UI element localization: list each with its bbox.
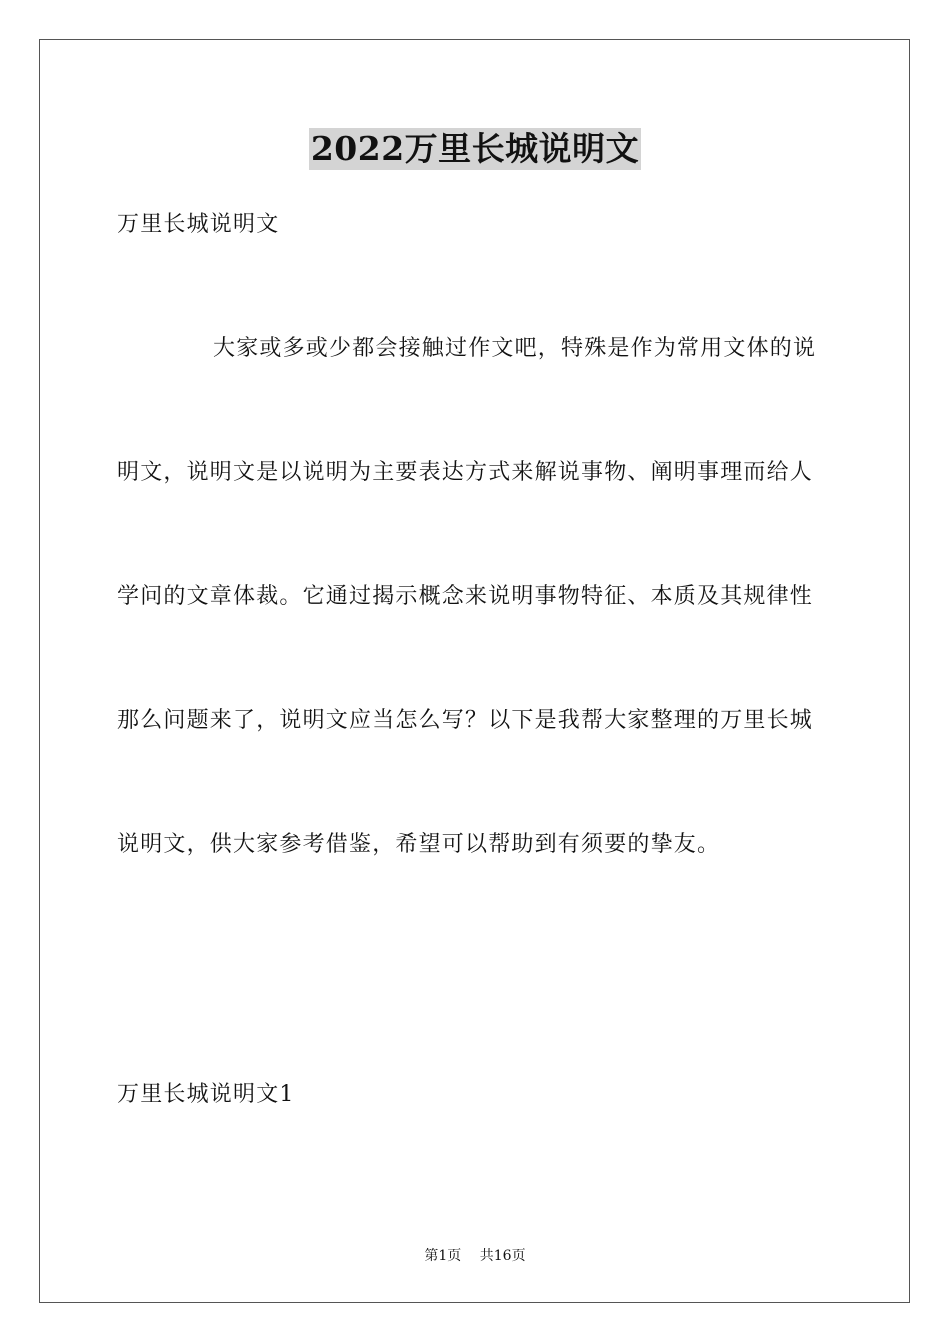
paragraph-line-1: 大家或多或少都会接触过作文吧，特殊是作为常用文体的说 bbox=[213, 336, 817, 361]
document-title: 2022万里长城说明文 bbox=[310, 129, 640, 168]
paragraph-line-2: 明文，说明文是以说明为主要表达方式来解说事物、阐明事理而给人 bbox=[117, 460, 814, 485]
paragraph-line-5: 说明文，供大家参考借鉴，希望可以帮助到有须要的挚友。 bbox=[117, 832, 721, 857]
page-total: 共16页 bbox=[479, 1248, 526, 1264]
paragraph-line-3: 学问的文章体裁。它通过揭示概念来说明事物特征、本质及其规律性 bbox=[117, 584, 814, 609]
paragraph-line-4: 那么问题来了，说明文应当怎么写？以下是我帮大家整理的万里长城 bbox=[117, 708, 814, 733]
document-title-wrapper bbox=[0, 128, 950, 170]
section-heading: 万里长城说明文1 bbox=[117, 1082, 295, 1107]
page-number: 第1页 bbox=[424, 1248, 462, 1264]
document-subtitle: 万里长城说明文 bbox=[117, 212, 280, 237]
page-footer bbox=[0, 1247, 950, 1265]
